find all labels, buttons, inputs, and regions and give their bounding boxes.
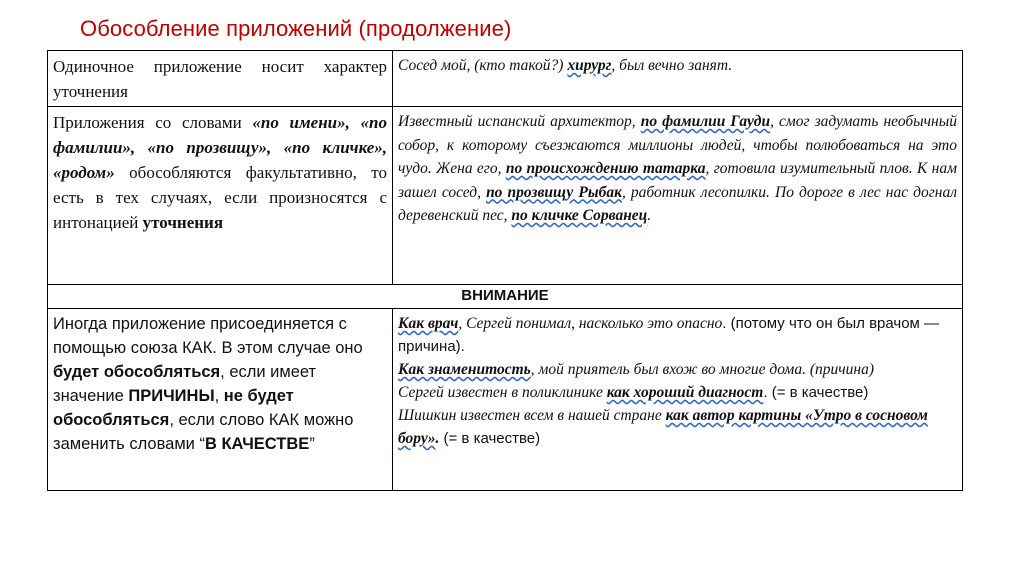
table-row (48, 285, 963, 309)
slide-title: Обособление приложений (продолжение) (80, 16, 512, 41)
example-text: . (435, 430, 440, 447)
rule-text: ” (309, 435, 315, 453)
table-row (48, 107, 963, 285)
example-text: , работник лесопилки. По дороге в лес нас догнал деревенский пес, (398, 183, 957, 224)
rule-emphasis: не будет обособляться (53, 387, 294, 429)
example-highlight: как хороший диагност (606, 384, 764, 401)
example-note: . (потому что он был врачом — причина). (398, 315, 940, 355)
example-line (398, 358, 957, 381)
example-highlight: по прозвищу Рыбак (486, 183, 622, 201)
rule-text: , если слово КАК можно заменить словами “ (53, 411, 354, 453)
example-highlight: по фамилии Гауди (640, 113, 771, 130)
rule-text: Одиночное приложение носит характер уточнения (53, 57, 387, 101)
rule-text: , (214, 387, 224, 405)
example-text: Шишкин известен всем в нашей стране (398, 407, 666, 424)
example-cell (393, 107, 963, 285)
rule-cell (48, 51, 393, 107)
example-text: , Сергей понимал, насколько это опасно (458, 315, 723, 332)
rule-cell (48, 107, 393, 285)
example-text: , готовила изумительный плов. К нам зашел сосед, (398, 160, 957, 201)
rule-text: Иногда приложение присоединяется с помощью союза КАК. В этом случае оно (53, 315, 363, 357)
rule-text: , если имеет значение (53, 363, 317, 405)
rule-text: обособляются факультативно, то есть в тех случаях, если произносятся с интонацией (53, 163, 387, 232)
example-highlight: по кличке Сорванец (511, 207, 648, 224)
rule-text: Приложения со словами (53, 113, 253, 132)
rule-keywords: «по имени», «по фамилии», «по прозвищу», «по кличке», «родом» (53, 113, 388, 182)
example-highlight: по происхождению татарка (505, 160, 706, 177)
rule-emphasis: В КАЧЕСТВЕ (204, 435, 310, 453)
example-highlight: хирург (567, 57, 612, 74)
attention-header: ВНИМАНИЕ (48, 285, 963, 309)
rule-cell (48, 309, 393, 491)
example-text: . (647, 207, 652, 224)
example-text: Сосед мой, (кто такой?) (398, 57, 568, 74)
example-cell (393, 309, 963, 491)
example-line (398, 312, 957, 358)
example-text: Сергей известен в поликлинике (398, 384, 607, 401)
table-row (48, 309, 963, 491)
example-text: Известный испанский архитектор, (398, 113, 641, 130)
example-text: , мой приятель был вхож во многие дома. (причина) (530, 361, 874, 378)
example-cell (393, 51, 963, 107)
example-highlight: Как знаменитость (398, 361, 531, 378)
example-line (398, 381, 957, 404)
example-text: , был вечно занят. (611, 57, 733, 74)
example-line (398, 404, 957, 450)
example-note: . (= в качестве) (763, 384, 869, 401)
rule-emphasis: ПРИЧИНЫ (128, 387, 215, 405)
rules-table (47, 50, 963, 491)
rule-emphasis: уточнения (142, 213, 224, 232)
example-note: (= в качестве) (439, 430, 541, 447)
table-row (48, 51, 963, 107)
example-highlight: как автор картины «Утро в сосновом бору» (398, 407, 928, 447)
example-highlight: Как врач (398, 315, 459, 332)
example-text: , смог задумать необычный собор, к которому съезжаются миллионы людей, чтобы полюбоваться на это чудо. Жена его, (398, 113, 957, 177)
rule-emphasis: будет обособляться (53, 363, 221, 381)
